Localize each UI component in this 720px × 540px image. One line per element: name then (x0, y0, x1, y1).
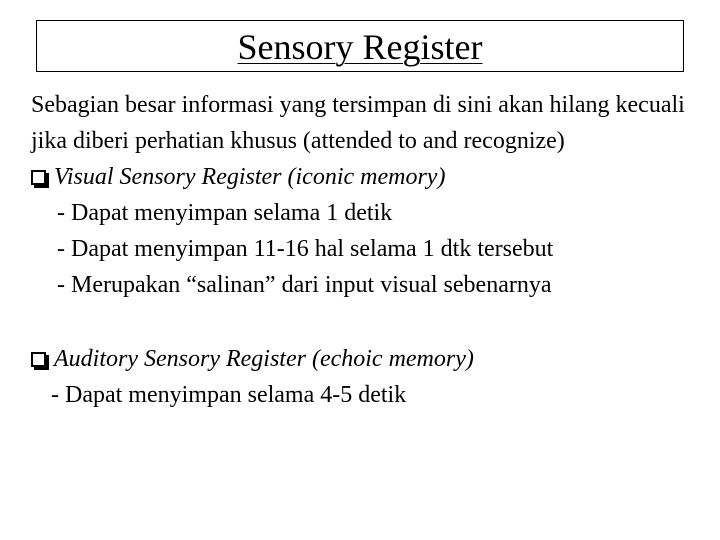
title-box (36, 20, 684, 72)
section-heading-text: Visual Sensory Register (iconic memory) (54, 164, 446, 190)
list-item: - Dapat menyimpan selama 4-5 detik (51, 382, 407, 408)
checkbox-icon (31, 170, 46, 185)
list-item: - Merupakan “salinan” dari input visual sebenarnya (57, 272, 552, 298)
section-heading-visual (31, 159, 691, 195)
section-heading-text: Auditory Sensory Register (echoic memory) (54, 346, 474, 372)
intro-paragraph: Sebagian besar informasi yang tersimpan di sini akan hilang kecuali jika diberi perhatian khusus (attended to and recognize) (31, 92, 685, 154)
list-item: - Dapat menyimpan 11-16 hal selama 1 dtk tersebut (57, 236, 554, 262)
section-heading-auditory (31, 341, 691, 377)
spacer (31, 303, 691, 341)
slide-body (31, 87, 691, 413)
slide-title: Sensory Register (237, 27, 483, 67)
checkbox-icon (31, 352, 46, 367)
list-item: - Dapat menyimpan selama 1 detik (57, 200, 393, 226)
